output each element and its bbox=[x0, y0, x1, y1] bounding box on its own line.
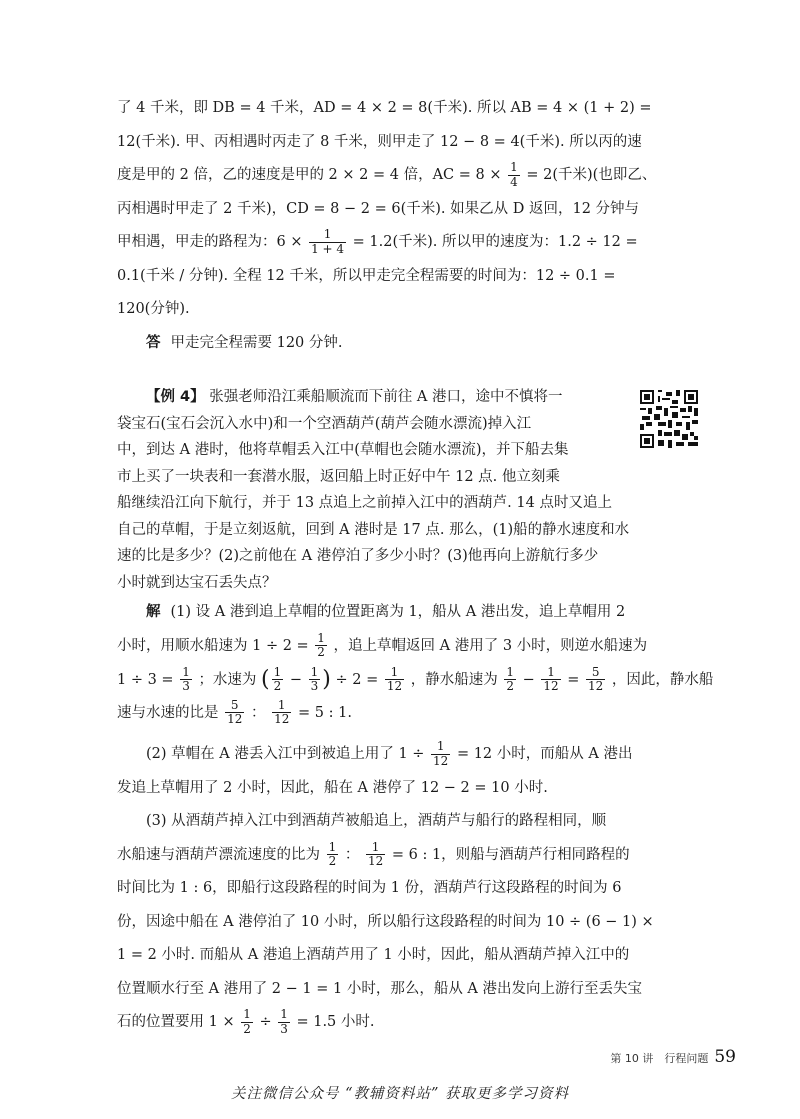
text-span: ÷ 2 = bbox=[335, 671, 379, 688]
text-span: 小时，用顺水船速为 1 ÷ 2 = bbox=[117, 637, 309, 654]
fraction: $\frac{5}{12}$ bbox=[588, 665, 604, 694]
example-4 bbox=[117, 384, 687, 596]
text-line: 小时就到达宝石丢失点？ bbox=[117, 574, 277, 591]
text-line: 速的比是多少？(2)之前他在 A 港停泊了多少小时？(3)他再向上游航行多少 bbox=[117, 548, 599, 564]
solution-tag: 解 bbox=[146, 604, 161, 620]
text-line bbox=[117, 738, 687, 772]
text-span: = 1.2(千米). 所以甲的速度为：1.2 ÷ 12 = bbox=[352, 234, 638, 250]
fraction: $\frac{1}{2}$ bbox=[317, 630, 325, 659]
answer-tag: 答 bbox=[146, 334, 161, 351]
text-line: 丙相遇时甲走了 2 千米)，CD = 8 − 2 = 6(千米). 如果乙从 D 返回，12 分钟与 bbox=[117, 200, 640, 217]
fraction: $\frac{1}{12}$ bbox=[433, 739, 449, 768]
text-span: − bbox=[289, 671, 303, 688]
fraction: $\frac{1}{4}$ bbox=[510, 160, 518, 189]
page-footer bbox=[610, 1047, 736, 1067]
fraction: $\frac{1}{2}$ bbox=[243, 1007, 251, 1036]
text-line: 120(分钟). bbox=[117, 301, 190, 317]
text-line bbox=[117, 630, 687, 664]
text-line: 发追上草帽用了 2 小时，因此，船在 A 港停了 12 − 2 = 10 小时. bbox=[117, 779, 548, 796]
text-span: ： bbox=[251, 704, 266, 721]
fraction: $\frac{1}{12}$ bbox=[386, 665, 403, 694]
text-span: ： bbox=[344, 846, 360, 863]
text-span: = 5 : 1. bbox=[298, 704, 352, 721]
text-line bbox=[117, 384, 687, 411]
text-line: 时间比为 1 : 6，即船行这段路程的时间为 1 份，酒葫芦行这段路程的时间为 6 bbox=[117, 880, 622, 896]
fraction: $\frac{1}{12}$ bbox=[367, 839, 384, 868]
text-span: = 6 : 1，则船与酒葫芦行相同路程的 bbox=[391, 846, 630, 863]
text-span: ÷ bbox=[259, 1014, 272, 1030]
text-span: = 2(千米)(也即乙、 bbox=[526, 167, 657, 183]
text-span: 张强老师沿江乘船顺流而下前往 A 港口，途中不慎将一 bbox=[209, 389, 563, 405]
fraction: $\frac{5}{12}$ bbox=[227, 697, 243, 726]
text-span: (1) 设 A 港到追上草帽的位置距离为 1，船从 A 港出发，追上草帽用 2 bbox=[170, 604, 626, 620]
fraction: $\frac{1}{3}$ bbox=[310, 665, 319, 694]
chapter-label: 第 10 讲 行程问题 bbox=[610, 1052, 709, 1065]
fraction: $\frac{1}{2}$ bbox=[328, 839, 337, 868]
fraction: $\frac{1}{2}$ bbox=[273, 665, 282, 694]
text-span: = 12 小时，而船从 A 港出 bbox=[456, 746, 633, 762]
text-line: 0.1(千米 / 分钟). 全程 12 千米，所以甲走完全程需要的时间为：12 ÷ 0.1 = bbox=[117, 267, 616, 284]
text-line bbox=[117, 596, 687, 630]
text-span: 速与水速的比是 bbox=[117, 704, 219, 721]
text-span: 石的位置要用 1 × bbox=[117, 1014, 235, 1030]
text-line: 船继续沿江向下航行，并于 13 点追上之前掉入江中的酒葫芦. 14 点时又追上 bbox=[117, 495, 612, 511]
text-span: 1 ÷ 3 = bbox=[117, 671, 174, 688]
text-span: 水船速与酒葫芦漂流速度的比为 bbox=[117, 846, 320, 863]
answer-text: 甲走完全程需要 120 分钟. bbox=[170, 334, 343, 351]
text-span: ，静水船速为 bbox=[410, 671, 498, 688]
fraction: $\frac{1}{12}$ bbox=[543, 665, 559, 694]
fraction: $\frac{1}{2}$ bbox=[506, 665, 514, 694]
page-number: 59 bbox=[714, 1047, 736, 1067]
text-line bbox=[117, 159, 687, 193]
fraction: $\frac{1}{1 + 4}$ bbox=[311, 227, 345, 256]
text-span: 甲相遇，甲走的路程为：6 × bbox=[117, 234, 303, 250]
text-line: 袋宝石(宝石会沉入水中)和一个空酒葫芦(葫芦会随水漂流)掉入江 bbox=[117, 415, 532, 432]
text-span: = 1.5 小时. bbox=[296, 1014, 375, 1030]
text-line: 份，因途中船在 A 港停泊了 10 小时，所以船行这段路程的时间为 10 ÷ (6 − 1) × bbox=[117, 913, 654, 930]
text-line: 市上买了一块表和一套潜水服，返回船上时正好中午 12 点. 他立刻乘 bbox=[117, 468, 560, 485]
text-line: 自己的草帽，于是立刻返航，回到 A 港时是 17 点. 那么，(1)船的静水速度和水 bbox=[117, 521, 630, 538]
text-span: ；水速为 bbox=[198, 671, 257, 688]
text-line: 位置顺水行至 A 港用了 2 − 1 = 1 小时，那么，船从 A 港出发向上游行至丢失宝 bbox=[117, 980, 643, 997]
watermark-text: 关注微信公众号 “教辅资料站” 获取更多学习资料 bbox=[230, 1086, 570, 1102]
text-line: 了 4 千米，即 DB = 4 千米，AD = 4 × 2 = 8(千米). 所以 AB = 4 × (1 + 2) = bbox=[117, 100, 652, 116]
text-line: 中，到达 A 港时，他将草帽丢入江中(草帽也会随水漂流)，并下船去集 bbox=[117, 442, 569, 458]
fraction: $\frac{1}{3}$ bbox=[182, 665, 190, 694]
text-span: ，追上草帽返回 A 港用了 3 小时，则逆水船速为 bbox=[333, 637, 648, 654]
text-line: 12(千米). 甲、丙相遇时丙走了 8 千米，则甲走了 12 − 8 = 4(千米). 所以丙的速 bbox=[117, 133, 642, 150]
qr-code-icon[interactable] bbox=[640, 390, 698, 448]
text-line: 1 ÷ 3 = $\frac{1}{3}$ ；水速为 ( $\frac{1}{2}$ − $\frac{1}{3}$ ) ÷ 2 = $\frac{1}{12}$ ，静水船速为 $\frac{1}{2}$ − $\frac{1}{12}$ = $\frac{5}{12}$ ，因此，静水船 bbox=[117, 665, 714, 694]
text-line: 1 = 2 小时. 而船从 A 港追上酒葫芦用了 1 小时，因此，船从酒葫芦掉入江中的 bbox=[117, 947, 630, 963]
text-line bbox=[117, 839, 687, 873]
text-span: 度是甲的 2 倍，乙的速度是甲的 2 × 2 = 4 倍，AC = 8 × bbox=[117, 167, 502, 183]
text-span: ，因此，静水船 bbox=[611, 671, 714, 688]
document-body bbox=[117, 92, 714, 1040]
text-line bbox=[117, 1006, 687, 1040]
text-line bbox=[117, 226, 687, 260]
text-line bbox=[117, 697, 687, 731]
text-span: (2) 草帽在 A 港丢入江中到被追上用了 1 ÷ bbox=[146, 746, 425, 762]
fraction: $\frac{1}{12}$ bbox=[274, 697, 290, 726]
answer-line bbox=[117, 327, 687, 361]
fraction: $\frac{1}{3}$ bbox=[280, 1007, 288, 1036]
text-line: (3) 从酒葫芦掉入江中到酒葫芦被船追上，酒葫芦与船行的路程相同，顺 bbox=[146, 813, 607, 829]
example-tag: 【例 4】 bbox=[146, 389, 205, 405]
text-span: − bbox=[522, 671, 535, 688]
text-span: = bbox=[567, 671, 580, 688]
